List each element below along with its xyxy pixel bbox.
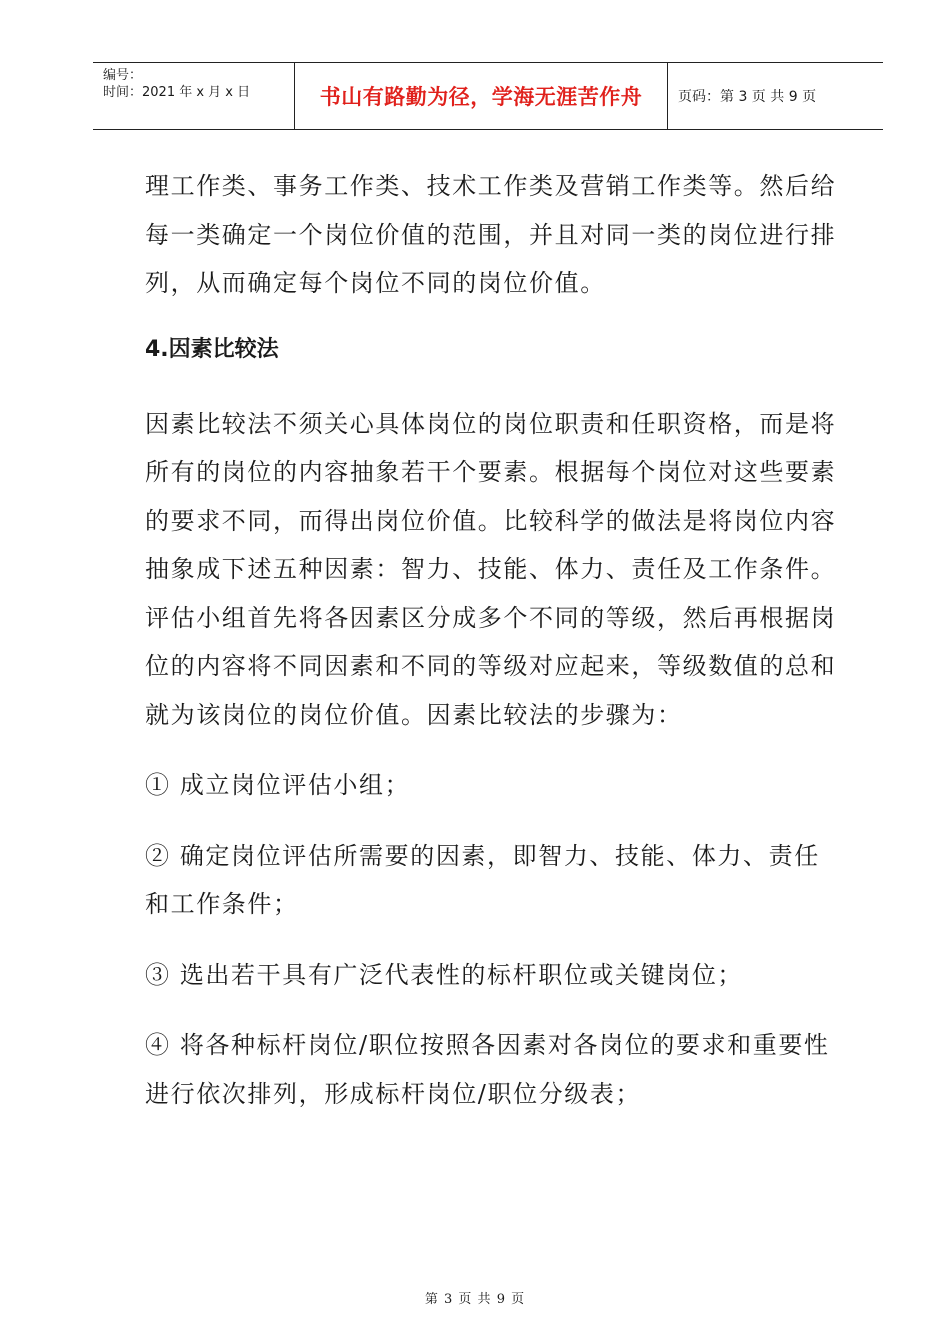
step-1 [145, 761, 845, 810]
paragraph-factor-comparison [145, 400, 845, 740]
paragraph-continued [145, 162, 845, 308]
header-page-label: 页码：第 3 页 共 9 页 [678, 89, 817, 105]
header-motto: 书山有路勤为径，学海无涯苦作舟 [295, 63, 668, 129]
text-line: 所有的岗位的内容抽象若干个要素。根据每个岗位对这些要素 [145, 458, 837, 486]
page-header [93, 62, 883, 130]
text-line: 每一类确定一个岗位价值的范围，并且对同一类的岗位进行排 [145, 220, 837, 249]
document-body [145, 162, 845, 1118]
text-line: 进行依次排列，形成标杆岗位/职位分级表； [145, 1079, 642, 1108]
text-line: 理工作类、事务工作类、技术工作类及营销工作类等。然后给 [145, 172, 837, 200]
text-line: 位的内容将不同因素和不同的等级对应起来，等级数值的总和 [145, 652, 837, 680]
step-4 [145, 1021, 845, 1118]
text-line: ① 成立岗位评估小组； [145, 771, 411, 799]
page-footer: 第 3 页 共 9 页 [424, 1292, 526, 1307]
text-line: 因素比较法不须关心具体岗位的岗位职责和任职资格，而是将 [145, 409, 837, 438]
text-line: 评估小组首先将各因素区分成多个不同的等级，然后再根据岗 [145, 603, 837, 632]
step-3 [145, 951, 845, 1000]
header-meta [93, 63, 295, 129]
text-line: 就为该岗位的岗位价值。因素比较法的步骤为： [145, 700, 683, 729]
text-line: 的要求不同，而得出岗位价值。比较科学的做法是将岗位内容 [145, 506, 837, 535]
section-heading: 4.因素比较法 [145, 336, 279, 362]
text-line: ② 确定岗位评估所需要的因素，即智力、技能、体力、责任 [145, 841, 820, 870]
header-time-label: 时间：2021 年 x 月 x 日 [103, 85, 251, 100]
text-line: ③ 选出若干具有广泛代表性的标杆职位或关键岗位； [145, 960, 744, 989]
text-line: ④ 将各种标杆岗位/职位按照各因素对各岗位的要求和重要性 [145, 1031, 830, 1059]
text-line: 和工作条件； [145, 890, 299, 918]
header-number-label: 编号： [103, 68, 143, 83]
step-2 [145, 832, 845, 929]
text-line: 列，从而确定每个岗位不同的岗位价值。 [145, 269, 606, 297]
text-line: 抽象成下述五种因素：智力、技能、体力、责任及工作条件。 [145, 555, 837, 583]
